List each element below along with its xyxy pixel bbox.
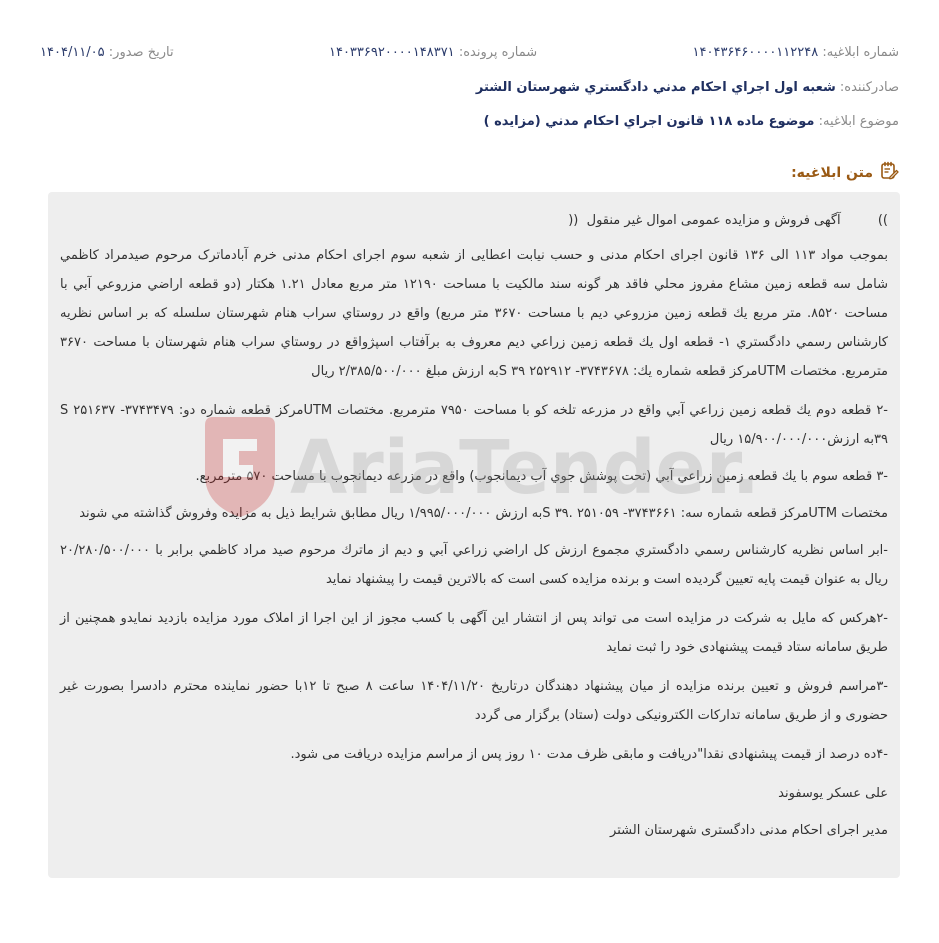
paragraph-condition-1: -ابر اساس نظريه كارشناس رسمي دادگستري مجموع ارزش كل اراضي زراعي آبي و ديم از ماترك مرحوم صيد مراد كاظمي برابر با ۲۰/۲۸۰/۵۰۰/۰۰۰ ريال به عنوان قیمت پایه تعیین گردیده است و برنده مزایده کسی است که بالاترین قیمت را پیشنهاد نماید bbox=[60, 543, 888, 587]
issuer-row bbox=[40, 80, 899, 95]
meta-row-numbers bbox=[40, 45, 899, 60]
paragraph-condition-2: -۲هرکس که مایل به شرکت در مزایده است می تواند پس از انتشار این آگهی با کسب مجوز از این اجرا از املاک مورد مزایده بازدید نمایدو همچنین از طریق سامانه ستاد قیمت پیشنهادی خود را ثبت نماید bbox=[60, 611, 888, 655]
issue-date-value: ۱۴۰۴/۱۱/۰۵ bbox=[40, 45, 105, 60]
watermark-text: AriaTender bbox=[290, 425, 732, 511]
notice-number bbox=[693, 45, 899, 60]
case-number-value: ۱۴۰۳۳۶۹۲۰۰۰۰۱۴۸۳۷۱ bbox=[328, 45, 455, 60]
signer-title: مدیر اجرای احکام مدنی دادگستری شهرستان الشتر bbox=[610, 823, 888, 838]
notice-number-label: شماره ابلاغیه: bbox=[822, 45, 899, 60]
notice-number-value: ۱۴۰۴۳۶۴۶۰۰۰۰۱۱۲۲۴۸ bbox=[692, 45, 819, 60]
paragraph-condition-3: -۳مراسم فروش و تعیین برنده مزایده از میان پیشنهاد دهندگان درتاریخ ۱۴۰۴/۱۱/۲۰ ساعت ۸ صبح تا ۱۲با حضور نماینده محترم دادسرا بصورت غیر حضوری و از طریق سامانه تدارکات الکترونیکی دولت (ستاد) برگزار می گردد bbox=[60, 679, 888, 723]
paragraph-intro: بموجب مواد ۱۱۳ الی ۱۳۶ قانون اجرای احکام مدنی و حسب نیابت اعطایی از شعبه سوم اجرای احکام مدنی خرم آبادماترک مرحوم صیدمراد کاظمي شامل سه قطعه زمين مشاع مفروز محلي فاقد هر گونه سند مالكيت با مساحت ۱۲۱۹۰ متر مربع معادل ۱.۲۱ هكتار (دو قطعه اراضي مزروعي آبي با مساحت ۸۵۲۰. متر مربع يك قطعه زمين مزروعي ديم با مساحت ۳۶۷۰ متر مربع) واقع در روستاي سراب هنام شهرستان سلسله كه بر اساس نظريه كارشناس رسمي دادگستري ۱- قطعه اول يك قطعه زمين زراعي ديم معروف به برآفتاب اسپژواقع در روستاي سراب هنام شهرستان با مساحت ۳۶۷۰ مترمربع. مختصات UTMمركز قطعه شماره يك: ۳۷۴۳۶۷۸- ۲۵۲۹۱۲ ۳۹ Sبه ارزش مبلغ ۲/۳۸۵/۵۰۰/۰۰۰ ريال bbox=[60, 248, 889, 379]
notice-heading: )) آگهی فروش و مزایده عمومی اموال غیر منقول (( bbox=[568, 213, 888, 228]
paragraph-condition-4: -۴ده درصد از قیمت پیشنهادی نقدا"دریافت و مابقی ظرف مدت ۱۰ روز پس از مراسم مزایده دریافت می شود. bbox=[290, 747, 888, 762]
case-number-label: شماره پرونده: bbox=[458, 45, 538, 60]
case-number bbox=[329, 45, 537, 60]
notice-body-title: متن ابلاغیه: bbox=[791, 165, 873, 181]
paragraph-plot-2: -۲ قطعه دوم يك قطعه زمين زراعي آبي واقع در مزرعه تلخه كو با مساحت ۷۹۵۰ مترمربع. مختصات UTMمركز قطعه شماره دو: ۳۷۴۳۴۷۹- ۲۵۱۶۳۷ S ۳۹به ارزش۱۵/۹۰۰/۰۰۰/۰۰۰ ريال bbox=[60, 403, 888, 447]
subject-label: موضوع ابلاغیه: bbox=[818, 114, 899, 129]
notice-body-heading bbox=[791, 161, 899, 185]
paragraph-plot-3: -۳ قطعه سوم با يك قطعه زمين زراعي آبي (تحت پوشش جوي آب ديمانجوب) واقع در مزرعه ديمانجوب با مساحت ۵۷۰ مترمربع. bbox=[195, 469, 888, 484]
notepad-pen-icon bbox=[879, 161, 899, 185]
subject-value: موضوع ماده ۱۱۸ قانون اجراي احكام مدني (مزايده ) bbox=[483, 114, 815, 129]
notice-text-box bbox=[48, 192, 900, 878]
paragraph-plot-3-coordinates: مختصات UTMمركز قطعه شماره سه: ۳۷۴۳۶۶۱- ۲۵۱۰۵۹ .۳۹ Sبه ارزش ۱/۹۹۵/۰۰۰/۰۰۰ ريال مطابق شرايط ذيل به مزايده وفروش گذاشته مي شوند bbox=[79, 506, 888, 521]
issuer-label: صادرکننده: bbox=[839, 80, 899, 95]
signer-name: علی عسکر یوسفوند bbox=[778, 786, 888, 801]
subject-row bbox=[40, 114, 899, 129]
issuer-value: شعبه اول اجراي احكام مدني دادگستري شهرستان الشتر bbox=[475, 80, 836, 95]
issue-date bbox=[40, 45, 174, 60]
issue-date-label: تاریخ صدور: bbox=[108, 45, 174, 60]
